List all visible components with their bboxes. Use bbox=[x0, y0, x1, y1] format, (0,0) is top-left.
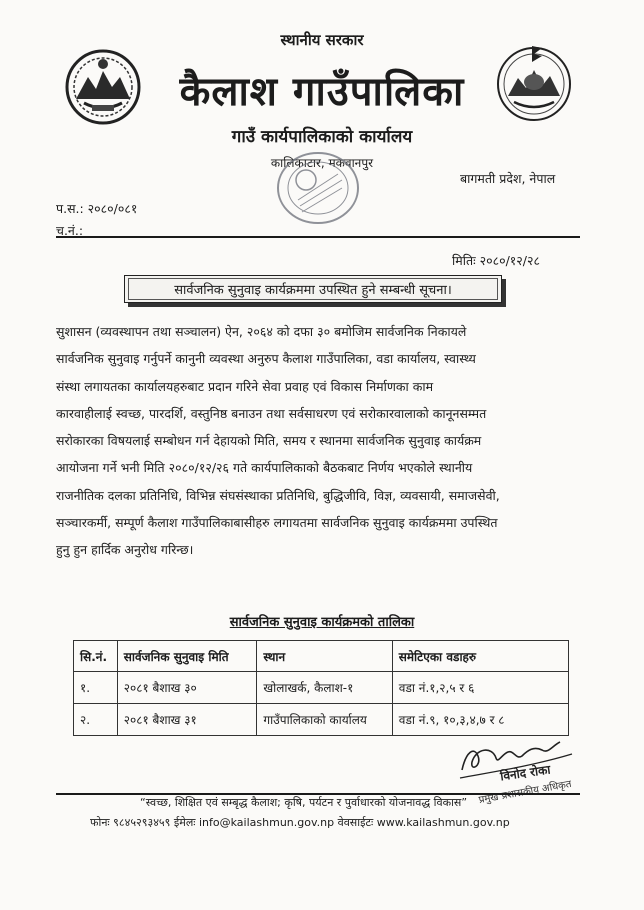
body-line: हुनु हुन हार्दिक अनुरोध गरिन्छ। bbox=[56, 542, 194, 558]
body-line: सञ्चारकर्मी, सम्पूर्ण कैलाश गाउँपालिकाबासीहरु लगायतमा सार्वजनिक सुनुवाइ कार्यक्रममा उपस्थित bbox=[56, 515, 498, 531]
column-header: समेटिएका वडाहरु bbox=[392, 641, 568, 672]
body-line: आयोजना गर्ने भनी मिति २०८०/१२/२६ गते कार्यपालिकाको बैठकबाट निर्णय भएकोले स्थानीय bbox=[56, 460, 473, 476]
signatory-name: विनोद रोका bbox=[499, 762, 552, 784]
column-header: स्थान bbox=[257, 641, 392, 672]
table-cell: १. bbox=[74, 672, 118, 704]
table-header-row bbox=[74, 641, 569, 672]
local-government-label: स्थानीय सरकार bbox=[280, 31, 364, 49]
notice-title-box bbox=[124, 275, 502, 303]
body-line: सुशासन (व्यवस्थापन तथा सञ्चालन) ऐन, २०६४ को दफा ३० बमोजिम सार्वजनिक निकायले bbox=[56, 324, 467, 339]
schedule-title: सार्वजनिक सुनुवाइ कार्यक्रमको तालिका bbox=[229, 615, 415, 630]
body-line: राजनीतिक दलका प्रतिनिधि, विभिन्न संघसंस्थाका प्रतिनिधि, बुद्धिजीवि, विज्ञ, व्यवसायी, समाजसेवी, bbox=[56, 487, 500, 503]
footer-contact: फोनः ९८४५२९३४५९ ईमेलः info@kailashmun.gov.np वेवसाईटः www.kailashmun.gov.np bbox=[90, 816, 510, 829]
table-cell: २. bbox=[74, 704, 118, 736]
body-line: सरोकारका विषयलाई सम्बोधन गर्न देहायको मिति, समय र स्थानमा सार्वजनिक सुनुवाइ कार्यक्रम bbox=[56, 433, 482, 449]
office-address: कालिकाटार, मकवानपुर bbox=[270, 156, 374, 170]
footer-slogan: “स्वच्छ, शिक्षित एवं सम्बृद्ध कैलाश; कृषि, पर्यटन र पुर्वाधारको योजनावद्ध विकास” bbox=[140, 796, 468, 809]
column-header: सार्वजनिक सुनुवाइ मिति bbox=[117, 641, 257, 672]
official-stamp-icon bbox=[276, 150, 360, 226]
table-cell: २०८१ बैशाख ३१ bbox=[117, 704, 257, 736]
body-line: कारवाहीलाई स्वच्छ, पारदर्शि, वस्तुनिष्ठ बनाउन तथा सर्वसाधरण एवं सरोकारवालाको कानूनसम्मत bbox=[56, 405, 487, 421]
reference-number: प.स.: २०८०/०८१ bbox=[56, 201, 138, 216]
municipality-name: कैलाश गाउँपालिका bbox=[179, 69, 465, 115]
table-row bbox=[74, 672, 569, 704]
table-cell: गाउँपालिकाको कार्यालय bbox=[257, 704, 392, 736]
province-address: बागमती प्रदेश, नेपाल bbox=[460, 171, 556, 186]
table-cell: खोलाखर्क, कैलाश-१ bbox=[257, 672, 392, 704]
notice-title: सार्वजनिक सुनुवाइ कार्यक्रममा उपस्थित हुने सम्बन्धी सूचना। bbox=[128, 278, 498, 300]
table-cell: २०८१ बैशाख ३० bbox=[117, 672, 257, 704]
table-cell: वडा नं.१,२,५ र ६ bbox=[392, 672, 568, 704]
table-cell: वडा नं.९, १०,३,४,७ र ८ bbox=[392, 704, 568, 736]
dispatch-number: च.नं.: bbox=[56, 223, 84, 238]
office-name: गाउँ कार्यपालिकाको कार्यालय bbox=[231, 127, 413, 147]
body-line: सार्वजनिक सुनुवाइ गर्नुपर्ने कानुनी व्यवस्था अनुरुप कैलाश गाउँपालिका, वडा कार्यालय, स्वास्थ्य bbox=[56, 351, 476, 367]
table-row bbox=[74, 704, 569, 736]
column-header: सि.नं. bbox=[74, 641, 118, 672]
signatory-title: प्रमुख प्रशासकीय अधिकृत bbox=[478, 778, 573, 807]
header-divider bbox=[56, 236, 580, 238]
notice-body bbox=[56, 318, 584, 564]
body-line: संस्था लगायतका कार्यालयहरुबाट प्रदान गरिने सेवा प्रवाह एवं विकास निर्माणका काम bbox=[56, 378, 434, 394]
notice-date: मितिः २०८०/१२/२८ bbox=[452, 253, 540, 268]
schedule-table bbox=[73, 640, 569, 736]
